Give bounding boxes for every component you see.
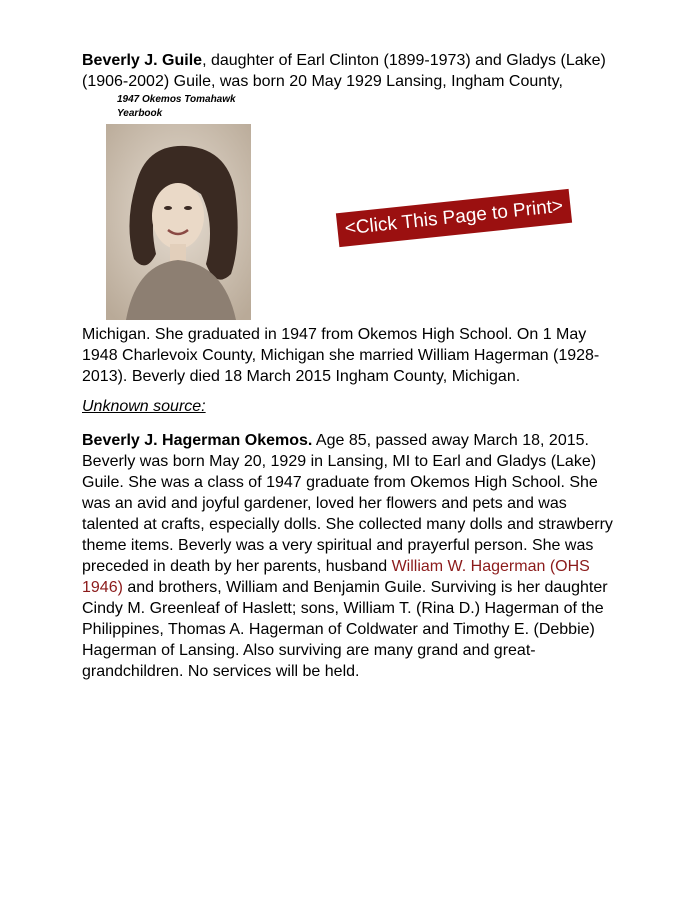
yearbook-photo — [106, 124, 251, 320]
bio-intro-paragraph — [82, 50, 622, 92]
bio-name: Beverly J. Guile — [82, 52, 203, 69]
bio-intro-text: , daughter of Earl Clinton (1899-1973) and Gladys (Lake) (1906-2002) Guile, was born 20 May 1929 Lansing, Ingham County, — [82, 52, 606, 90]
obituary-text-after-link: and brothers, William and Benjamin Guile. Surviving is her daughter Cindy M. Greenleaf of Haslett; sons, William T. (Rina D.) Hagerman of the Philippines, Thomas A. Hagerman of Coldwater and Timothy E. (Debbie) Hagerman of Lansing. Also surviving are many grand and great-grandchildren. No services will be held. — [82, 579, 608, 680]
source-label: Unknown source: — [82, 398, 206, 415]
photo-caption — [117, 93, 236, 121]
husband-link[interactable]: William W. Hagerman (OHS 1946) — [82, 558, 590, 596]
obituary-paragraph — [82, 430, 622, 682]
print-page-button[interactable]: <Click This Page to Print> — [336, 189, 572, 247]
obituary-text-before-link: Age 85, passed away March 18, 2015. Beverly was born May 20, 1929 in Lansing, MI to Earl and Gladys (Lake) Guile. She was a class of 1947 graduate from Okemos High School. She was an avid and joyful gardener, loved her flowers and pets and was talented at crafts, especially dolls. She collected many dolls and strawberry theme items. Beverly was a very spiritual and prayerful person. She was preceded in death by her parents, husband — [82, 432, 613, 575]
photo-caption-line2: Yearbook — [117, 108, 163, 119]
bio-continued-paragraph: Michigan. She graduated in 1947 from Okemos High School. On 1 May 1948 Charlevoix County, Michigan she married William Hagerman (1928-2013). Beverly died 18 March 2015 Ingham County, Michigan. — [82, 326, 600, 385]
obituary-heading: Beverly J. Hagerman Okemos. — [82, 432, 313, 449]
photo-caption-line1: 1947 Okemos Tomahawk — [117, 94, 236, 105]
